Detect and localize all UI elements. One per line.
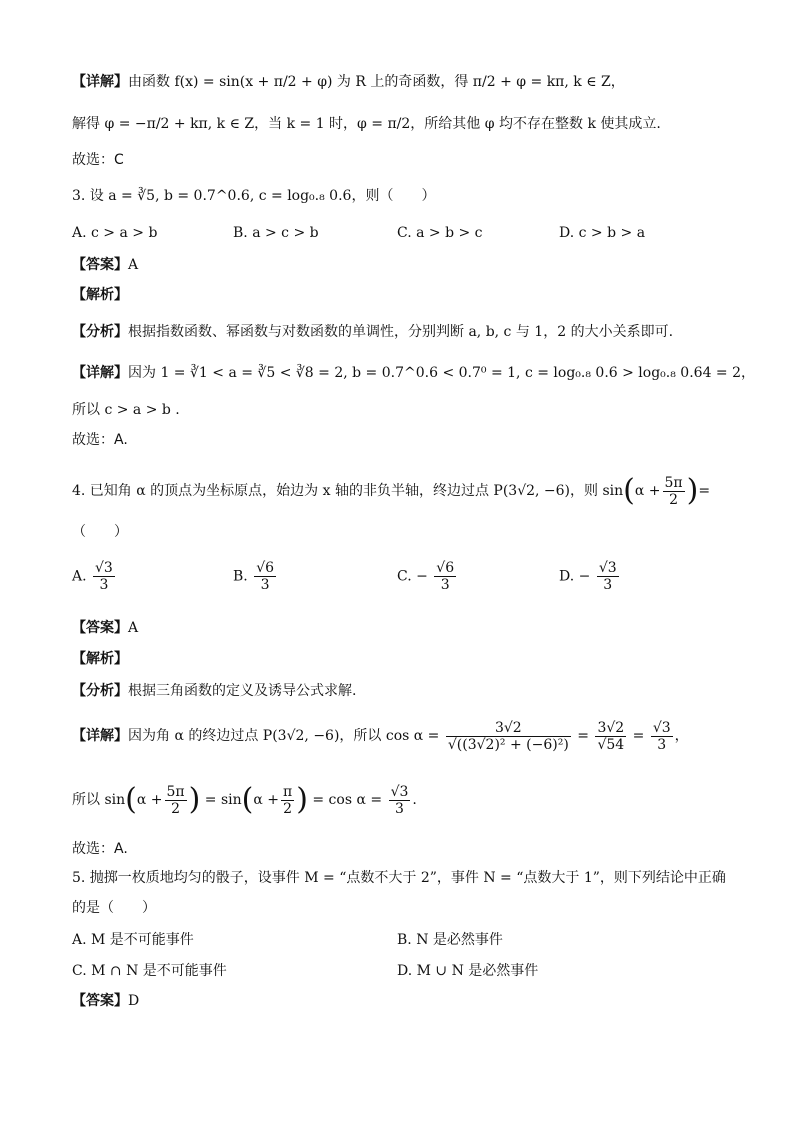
- choice-line: 故选：C: [72, 152, 124, 168]
- q4-analysis-header: 【解析】: [72, 651, 128, 667]
- q4-conclusion: 所以 sin(α + $\frac{5\pi}{2}$ ) = sin(α + $\frac{\pi}{2}$ ) = cos α = $\frac{√3}{3}$ .: [72, 782, 417, 817]
- fraction: $\frac{√6}{3}$: [256, 560, 275, 593]
- question-3-stem: 3. 设 a = ∛5, b = 0.7^0.6, c = log₀.₈ 0.6，则（ ）: [72, 188, 436, 204]
- question-5-stem-line-1: 5. 抛掷一枚质地均匀的骰子，设事件 M = “点数不大于 2”，事件 N = “点数大于 1”，则下列结论中正确: [72, 870, 726, 886]
- fraction: $\frac{5\pi}{2}$: [166, 783, 185, 817]
- q3-answer: 【答案】A: [72, 257, 139, 273]
- q4-option-b: B. $\frac{√6}{3}$: [233, 560, 275, 593]
- fraction: $\frac{√3}{3}$: [598, 560, 617, 593]
- q3-option-c: C. a > b > c: [397, 225, 483, 241]
- question-4-stem: 4. 已知角 α 的顶点为坐标原点，始边为 x 轴的非负半轴，终边过点 P(3√2, −6)，则 sin(α + $\frac{5\pi}{2}$ )=: [72, 473, 711, 508]
- detail-line-1: [72, 72, 625, 92]
- q3-conclusion: 所以 c > a > b .: [72, 402, 180, 418]
- detail-line-2: [72, 114, 661, 134]
- fraction: $\frac{√3}{3}$: [390, 783, 409, 817]
- q5-answer: 【答案】D: [72, 993, 140, 1009]
- q4-analysis: 【分析】根据三角函数的定义及诱导公式求解.: [72, 683, 357, 699]
- q3-option-d: D. c > b > a: [559, 225, 646, 241]
- q5-option-c: C. M ∩ N 是不可能事件: [72, 963, 227, 979]
- q4-answer: 【答案】A: [72, 620, 139, 636]
- detail-text: 解得 φ = −π/2 + kπ, k ∈ Z，当 k = 1 时，φ = π/2，所给其他 φ 均不存在整数 k 使其成立.: [72, 116, 661, 132]
- q3-analysis: 【分析】根据指数函数、幂函数与对数函数的单调性，分别判断 a, b, c 与 1，2 的大小关系即可.: [72, 324, 674, 340]
- q4-choice: 故选：A.: [72, 841, 128, 857]
- q3-option-a: A. c > a > b: [72, 225, 158, 241]
- q4-option-c: C. − $\frac{√6}{3}$: [397, 560, 455, 593]
- fraction: $\frac{√6}{3}$: [436, 560, 455, 593]
- q4-paren: （ ）: [72, 524, 128, 540]
- fraction: $\frac{3√2}{\text{√((3√2)² + (−6)²)}}$: [447, 719, 569, 753]
- detail-tag: 【详解】: [72, 74, 128, 90]
- fraction: $\frac{√3}{3}$: [652, 719, 671, 753]
- q5-option-b: B. N 是必然事件: [397, 932, 503, 948]
- q3-detail: 【详解】因为 1 = ∛1 < a = ∛5 < ∛8 = 2, b = 0.7^0.6 < 0.7⁰ = 1, c = log₀.₈ 0.6 > log₀.₈ 0.64 = 2，: [72, 365, 756, 381]
- fraction: $\frac{3√2}{√54}$: [597, 719, 625, 753]
- q4-option-d: D. − $\frac{√3}{3}$: [559, 560, 617, 593]
- q4-option-a: A. $\frac{√3}{3}$: [72, 560, 113, 593]
- q3-analysis-header: 【解析】: [72, 287, 128, 303]
- q3-choice: 故选：A.: [72, 432, 128, 448]
- q5-option-d: D. M ∪ N 是必然事件: [397, 963, 539, 979]
- question-5-stem-line-2: 的是（ ）: [72, 900, 156, 916]
- fraction: $\frac{√3}{3}$: [95, 560, 113, 593]
- q5-option-a: A. M 是不可能事件: [72, 932, 194, 948]
- q4-detail: 【详解】因为角 α 的终边过点 P(3√2, −6)，所以 cos α = $\frac{3√2}{\text{√((3√2)² + (−6)²)}}$ = $\frac{3√2}{√54}$ = $\frac{√3}{3}$ ，: [72, 719, 689, 753]
- detail-text: 由函数 f(x) = sin(x + π/2 + φ) 为 R 上的奇函数，得 π/2 + φ = kπ, k ∈ Z，: [128, 74, 625, 90]
- q3-option-b: B. a > c > b: [233, 225, 319, 241]
- fraction: $\frac{\pi}{2}$: [283, 783, 293, 817]
- fraction: $\frac{5\pi}{2}$: [664, 474, 683, 508]
